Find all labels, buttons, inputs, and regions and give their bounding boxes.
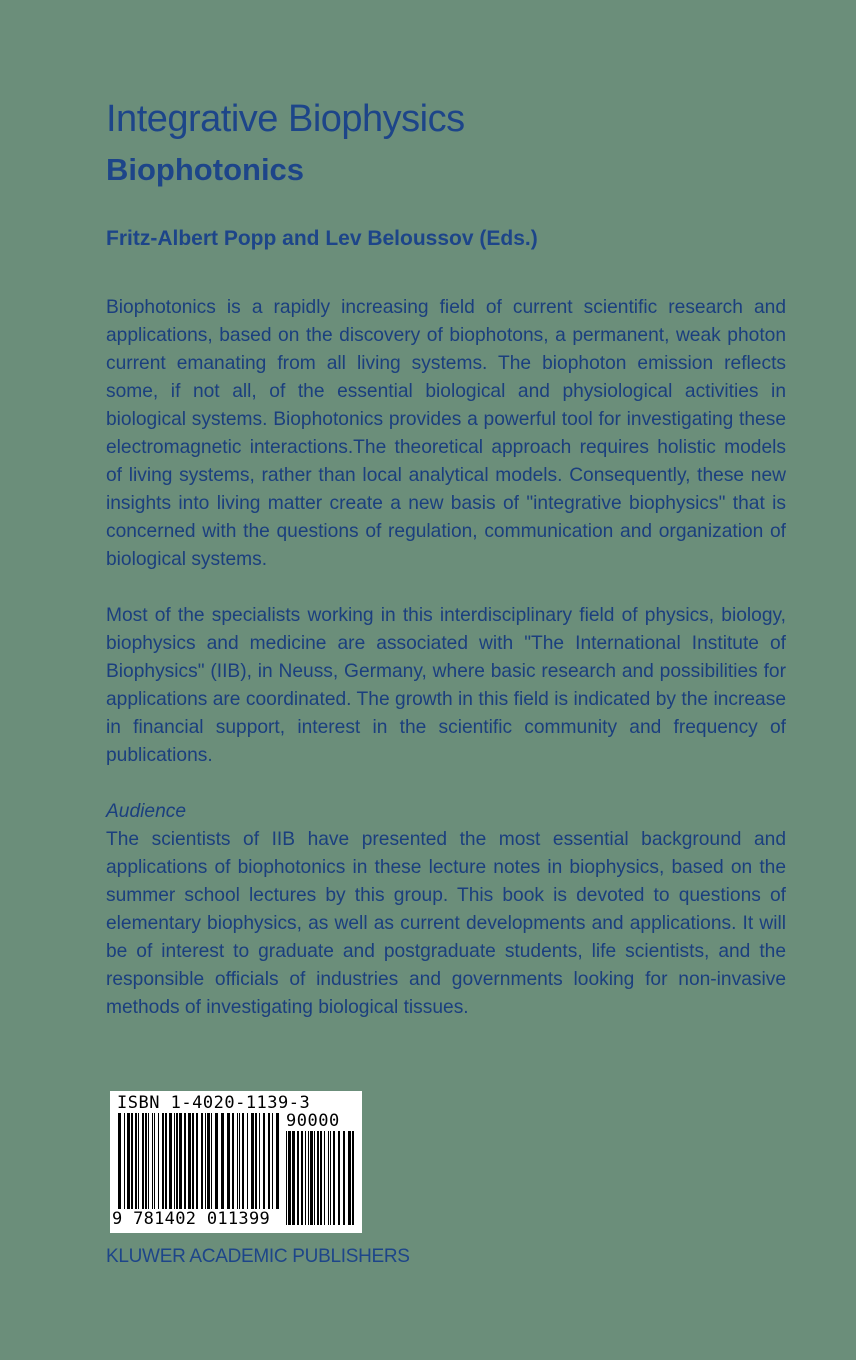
barcode-bar (174, 1113, 175, 1209)
barcode-bar (333, 1131, 335, 1225)
barcode-bar (343, 1131, 345, 1225)
barcode-bar (176, 1113, 178, 1209)
barcode-bar (152, 1113, 153, 1209)
barcode-bar (227, 1113, 230, 1209)
barcode-bar (142, 1113, 144, 1209)
barcode-bar (272, 1113, 273, 1209)
barcode-bar (221, 1113, 224, 1209)
barcode-bar (317, 1131, 319, 1225)
barcode-bar (286, 1131, 287, 1225)
barcode-bar (239, 1113, 240, 1209)
barcode-bar (211, 1113, 212, 1209)
isbn-barcode (110, 1091, 362, 1233)
barcode-bar (118, 1113, 121, 1209)
barcode-bar (154, 1113, 155, 1209)
description-paragraph-1: Biophotonics is a rapidly increasing field of current scientific research and applications, based on the discovery of biophotons, a permanent, weak photon current emanating from all living systems. The biophoton emission reflects some, if not all, of the essential biological and physiological activities in biological systems. Biophotonics provides a powerful tool for investigating these electromagnetic interactions.The theoretical approach requires holistic models of living systems, rather than local analytical models. Consequently, these new insights into living matter create a new basis of "integrative biophysics" that is concerned with the questions of regulation, communication and organization of biological systems. (106, 297, 786, 570)
barcode-bar (162, 1113, 164, 1209)
barcode-bar (237, 1113, 238, 1209)
barcode-bar (192, 1113, 194, 1209)
barcode-bar (196, 1113, 198, 1209)
barcode-bar (314, 1131, 315, 1225)
barcode-bar (135, 1113, 137, 1209)
barcode-bars-addon (286, 1131, 354, 1225)
barcode-bar (201, 1113, 203, 1209)
barcode-bar (352, 1131, 354, 1225)
barcode-bar (308, 1131, 309, 1225)
barcode-bar (127, 1113, 130, 1209)
barcode-bar (297, 1131, 299, 1225)
barcode-bar (288, 1131, 291, 1225)
ean-digits: 9 781402 011399 (112, 1209, 271, 1229)
barcode-bar (328, 1131, 329, 1225)
barcode-bar (131, 1113, 133, 1209)
barcode-bar (215, 1113, 218, 1209)
barcode-bar (158, 1113, 159, 1209)
barcode-bar (207, 1113, 210, 1209)
barcode-bar (148, 1113, 149, 1209)
barcode-bar (305, 1131, 306, 1225)
addon-digits: 90000 (286, 1111, 340, 1131)
barcode-bar (169, 1113, 172, 1209)
description-paragraph-2: Most of the specialists working in this interdisciplinary field of physics, biology, biophysics and medicine are associated with "The International Institute of Biophysics" (IIB), in Neuss, Germany, where basic research and possibilities for applications are coordinated. The growth in this field is indicated by the increase in financial support, interest in the scientific community and frequency of publications. (106, 605, 786, 766)
book-title: Biophotonics (106, 152, 305, 187)
barcode-bar (310, 1131, 313, 1225)
barcode-bar (348, 1131, 351, 1225)
audience-paragraph: The scientists of IIB have presented the most essential background and applications of biophotonics in these lecture notes in biophysics, based on the summer school lectures by this group. This book is devoted to questions of elementary biophysics, as well as current developments and applications. It will be of interest to graduate and postgraduate students, life scientists, and the responsible officials of industries and governments looking for non-invasive methods of investigating biological tissues. (106, 829, 786, 1018)
barcode-bar (268, 1113, 270, 1209)
barcode-bar (255, 1113, 257, 1209)
barcode-bars-main (118, 1113, 280, 1209)
editors: Fritz-Albert Popp and Lev Beloussov (Eds.) (106, 227, 538, 250)
barcode-bar (165, 1113, 167, 1209)
barcode-bar (232, 1113, 234, 1209)
barcode-bar (188, 1113, 191, 1209)
barcode-bar (276, 1113, 279, 1209)
barcode-bar (138, 1113, 139, 1209)
barcode-bar (259, 1113, 260, 1209)
barcode-bar (330, 1131, 331, 1225)
barcode-bar (247, 1113, 248, 1209)
barcode-bar (301, 1131, 303, 1225)
barcode-bar (242, 1113, 244, 1209)
barcode-bar (320, 1131, 322, 1225)
barcode-bar (292, 1131, 295, 1225)
publisher-name: KLUWER ACADEMIC PUBLISHERS (106, 1246, 410, 1267)
barcode-bar (338, 1131, 340, 1225)
barcode-bar (251, 1113, 254, 1209)
barcode-bar (179, 1113, 182, 1209)
isbn-label: ISBN 1-4020-1139-3 (117, 1093, 311, 1113)
barcode-bar (145, 1113, 147, 1209)
barcode-bar (184, 1113, 186, 1209)
series-title: Integrative Biophysics (106, 98, 465, 140)
barcode-bar (124, 1113, 125, 1209)
barcode-bar (324, 1131, 325, 1225)
barcode-bar (205, 1113, 206, 1209)
audience-heading: Audience (106, 801, 187, 822)
barcode-bar (263, 1113, 265, 1209)
